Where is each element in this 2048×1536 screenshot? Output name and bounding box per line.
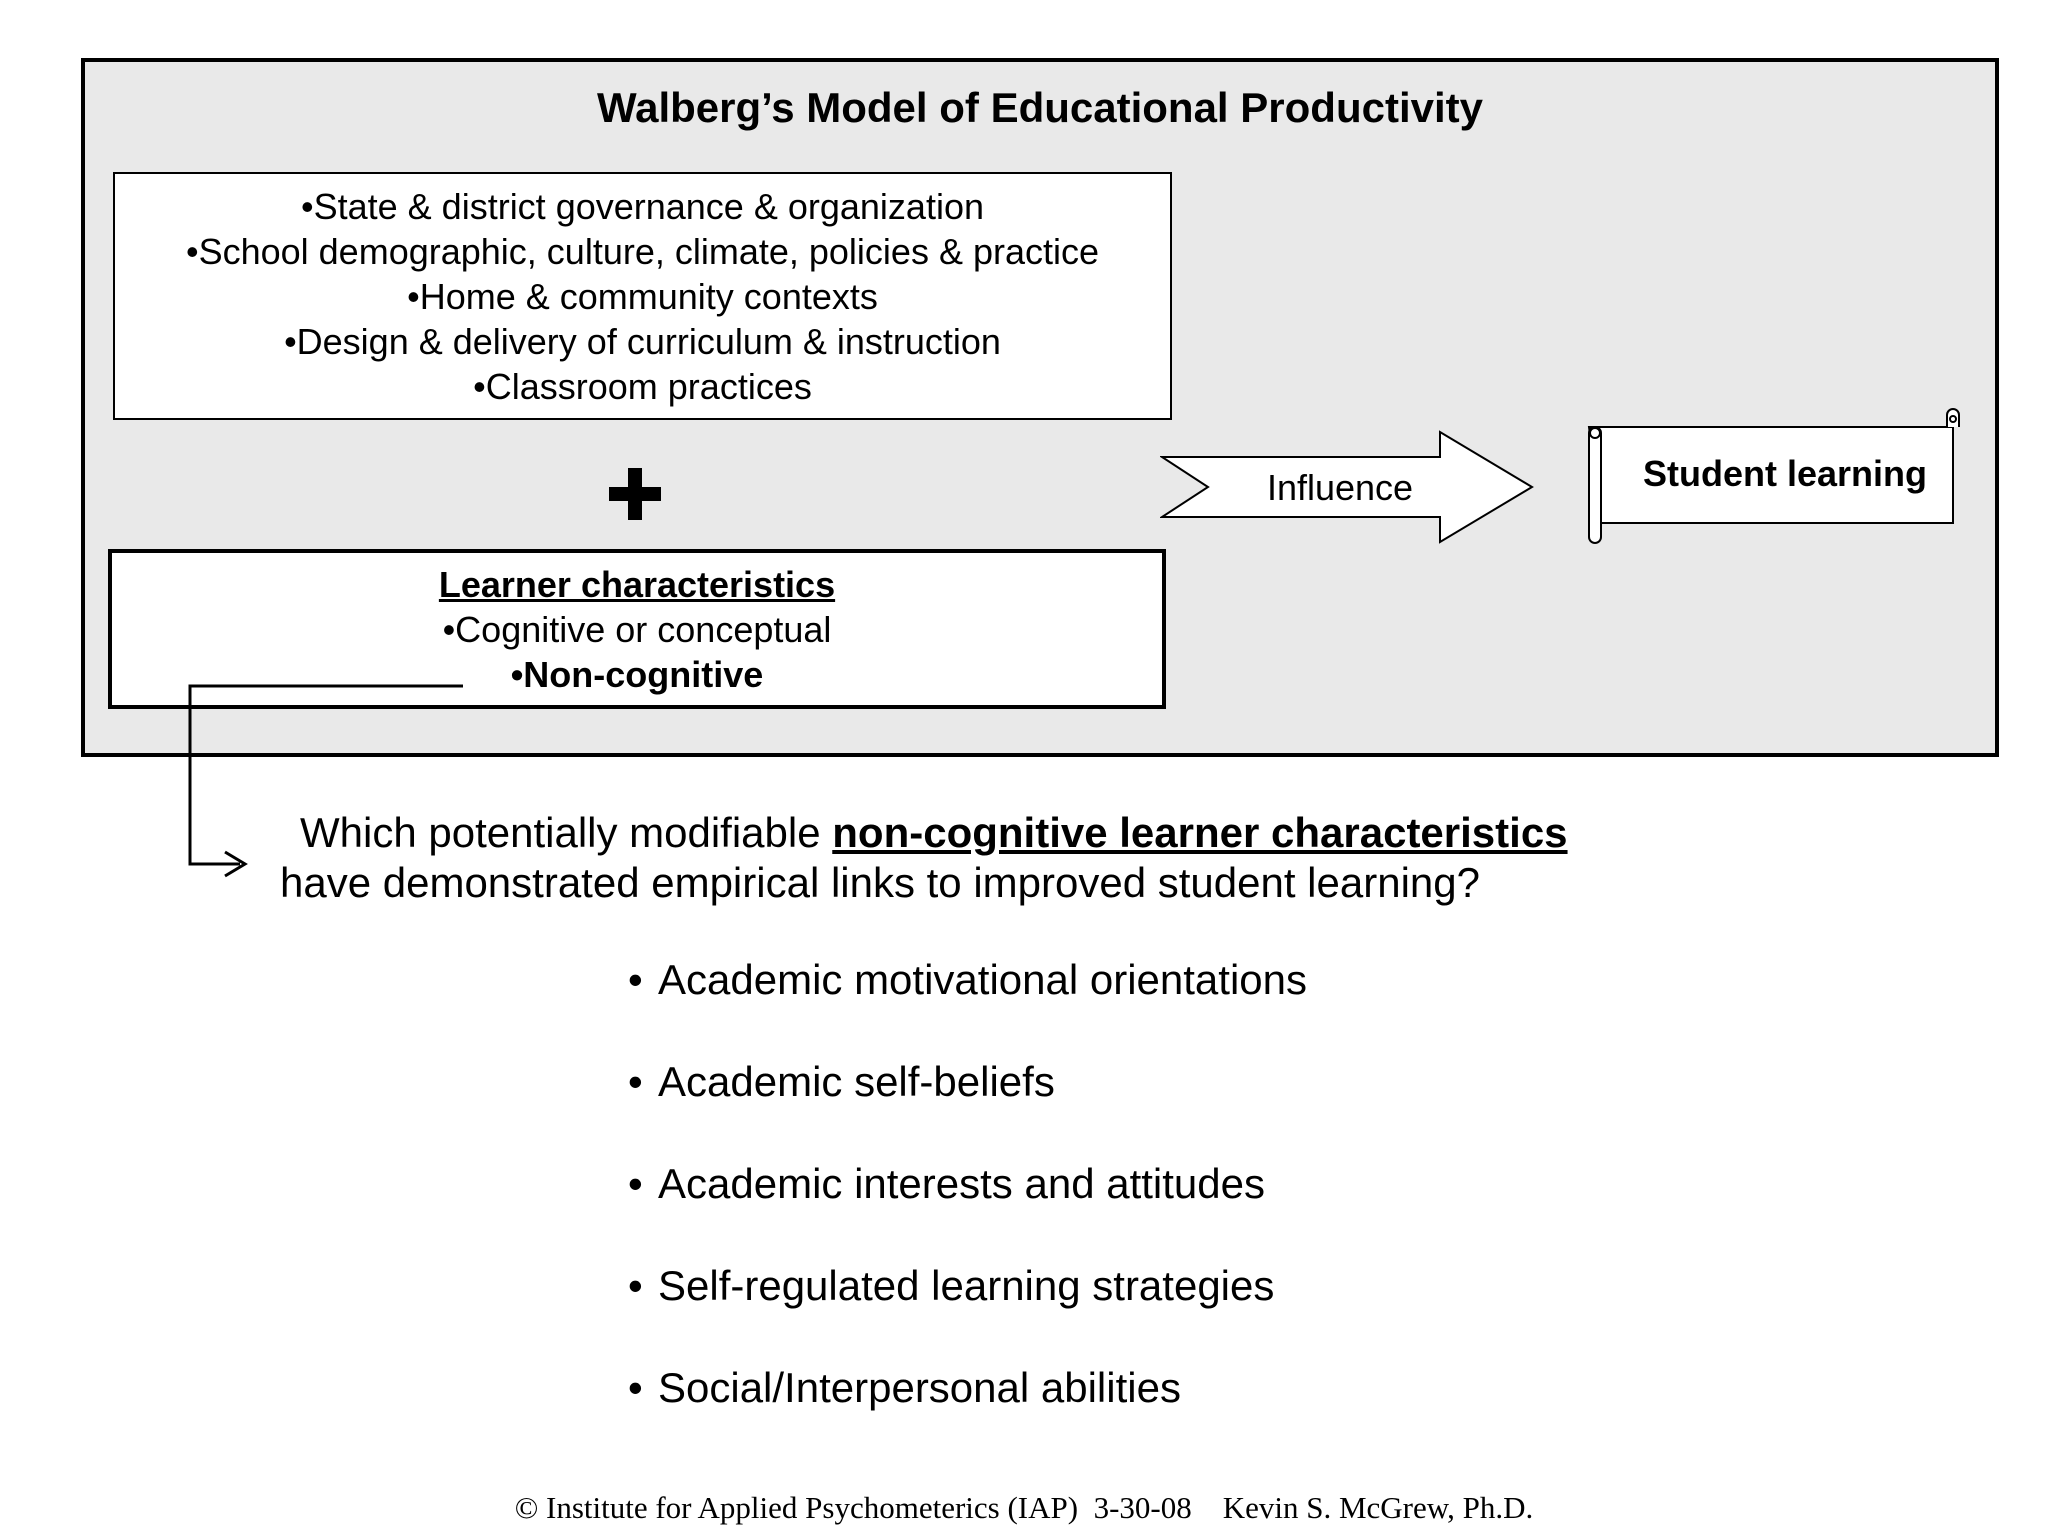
list-item (628, 1260, 1307, 1362)
list-item (628, 1158, 1307, 1260)
learner-item-non-cognitive: •Non-cognitive (510, 653, 764, 695)
list-item (628, 954, 1307, 1056)
influence-label: Influence (1266, 467, 1414, 508)
bullet: • (628, 1160, 643, 1207)
list-item-label: Academic self-beliefs (658, 1058, 1055, 1105)
question-highlight: non-cognitive learner characteristics (832, 809, 1568, 856)
learner-item-cognitive: •Cognitive or conceptual (442, 608, 832, 650)
research-question (280, 808, 1780, 908)
list-item (628, 1362, 1307, 1464)
question-line-1 (280, 808, 1780, 858)
context-factor-item: •Design & delivery of curriculum & instruction (284, 320, 1001, 362)
bullet: • (628, 1058, 643, 1105)
list-item (628, 1056, 1307, 1158)
context-factor-item: •Home & community contexts (407, 275, 878, 317)
question-prefix: Which potentially modifiable (300, 809, 833, 856)
list-item-label: Academic interests and attitudes (658, 1160, 1265, 1207)
list-item-label: Self-regulated learning strategies (658, 1262, 1275, 1309)
learner-heading: Learner characteristics (438, 563, 836, 605)
list-item-label: Academic motivational orientations (658, 956, 1307, 1003)
question-line-2: have demonstrated empirical links to improved student learning? (280, 859, 1480, 906)
student-learning-label: Student learning (1642, 453, 1927, 494)
learner-characteristics-box (108, 549, 1166, 709)
context-factors-box (113, 172, 1172, 420)
bullet: • (628, 1364, 643, 1411)
bullet: • (628, 956, 643, 1003)
context-factor-item: •State & district governance & organization (301, 185, 984, 227)
plus-icon (607, 466, 663, 522)
context-factor-item: •School demographic, culture, climate, policies & practice (185, 230, 1100, 272)
copyright-footer: © Institute for Applied Psychometerics (IAP) 3-30-08 Kevin S. McGrew, Ph.D. (514, 1490, 1534, 1525)
list-item-label: Social/Interpersonal abilities (658, 1364, 1181, 1411)
bullet: • (628, 1262, 643, 1309)
characteristics-list (628, 954, 1307, 1464)
model-title: Walberg’s Model of Educational Productivity (597, 84, 1483, 131)
context-factor-item: •Classroom practices (473, 365, 812, 407)
